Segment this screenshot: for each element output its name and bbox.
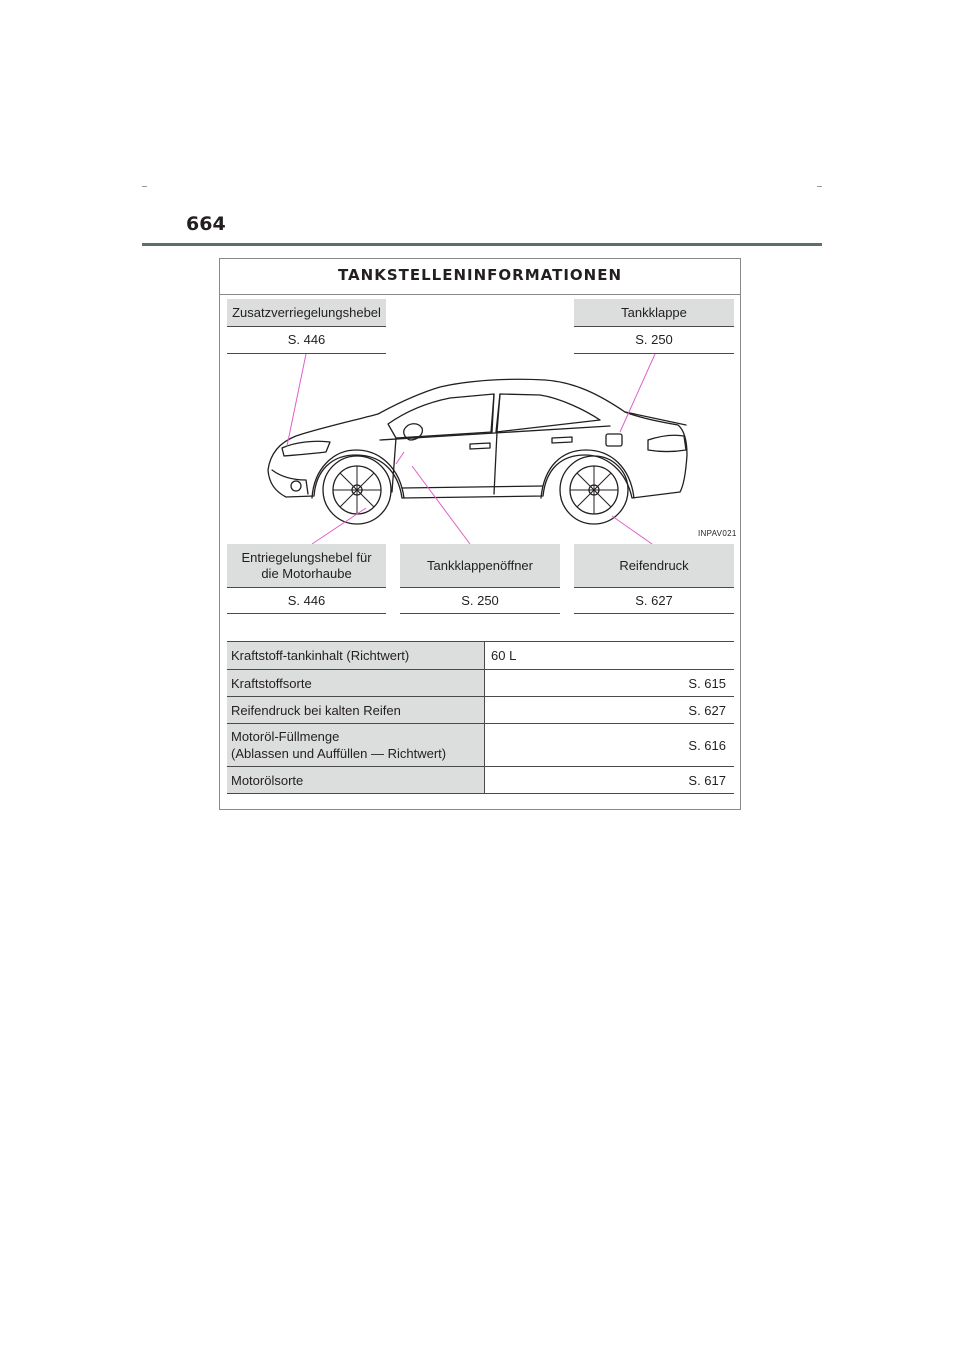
- headlight: [282, 441, 330, 456]
- spec-label: [227, 724, 485, 767]
- callout-ref-tankklappenoeffner[interactable]: S. 250: [400, 588, 560, 614]
- leader-tankklappenoeffner: [412, 466, 470, 544]
- page-number: 664: [186, 213, 226, 235]
- rear-lamp: [648, 435, 686, 451]
- callout-label-zusatzverriegelungshebel: Zusatzverriegelungshebel: [227, 299, 386, 327]
- figure-code: INPAV021: [698, 529, 737, 538]
- leader-reifendruck: [612, 516, 652, 544]
- leader-motorhaube-lever: [396, 452, 404, 464]
- spec-label: Motorölsorte: [227, 767, 485, 794]
- spec-value[interactable]: S. 617: [485, 767, 735, 794]
- fuel-door: [606, 434, 622, 446]
- car-body-outline: [268, 379, 687, 498]
- leader-motorhaube: [312, 508, 366, 544]
- callout-label-reifendruck: Reifendruck: [574, 544, 734, 588]
- callout-label-tankklappenoeffner: Tankklappenöffner: [400, 544, 560, 588]
- callout-ref-reifendruck[interactable]: S. 627: [574, 588, 734, 614]
- spec-value: 60 L: [485, 642, 735, 670]
- leader-tankklappe: [620, 354, 655, 432]
- trunk-line: [625, 412, 686, 425]
- table-row: [227, 724, 734, 767]
- wheel-spokes: [333, 466, 618, 514]
- window-rear: [496, 394, 600, 432]
- rear-door-line: [494, 432, 497, 494]
- sill-line: [402, 486, 543, 488]
- table-row: [227, 697, 734, 724]
- spec-label: Kraftstoff-tankinhalt (Richtwert): [227, 642, 485, 670]
- spec-value[interactable]: S. 627: [485, 697, 735, 724]
- rear-handle: [552, 437, 572, 443]
- callout-label-tankklappe: Tankklappe: [574, 299, 734, 327]
- table-row: [227, 670, 734, 697]
- table-row: [227, 767, 734, 794]
- table-row: [227, 642, 734, 670]
- callout-ref-tankklappe[interactable]: S. 250: [574, 327, 734, 354]
- spec-label: Kraftstoffsorte: [227, 670, 485, 697]
- leader-zusatz: [287, 354, 306, 446]
- front-handle: [470, 443, 490, 449]
- front-door-line: [392, 438, 396, 492]
- callout-ref-zusatzverriegelungshebel[interactable]: S. 446: [227, 327, 386, 354]
- fuel-spec-table: [227, 641, 734, 794]
- spec-value[interactable]: S. 616: [485, 724, 735, 767]
- spec-label: Reifendruck bei kalten Reifen: [227, 697, 485, 724]
- callout-ref-motorhaube[interactable]: S. 446: [227, 588, 386, 614]
- spec-label-line2: (Ablassen und Auffüllen — Richtwert): [231, 746, 447, 761]
- callout-label-motorhaube: [227, 544, 386, 588]
- callout-label-motorhaube-line2: die Motorhaube: [261, 565, 352, 581]
- spec-label-line1: Motoröl-Füllmenge: [231, 729, 340, 744]
- fog-lamp: [291, 481, 301, 491]
- spec-value[interactable]: S. 615: [485, 670, 735, 697]
- panel-title: TANKSTELLENINFORMATIONEN: [337, 266, 623, 284]
- belt-line: [380, 426, 610, 440]
- callout-label-motorhaube-line1: Entriegelungshebel für: [241, 549, 372, 565]
